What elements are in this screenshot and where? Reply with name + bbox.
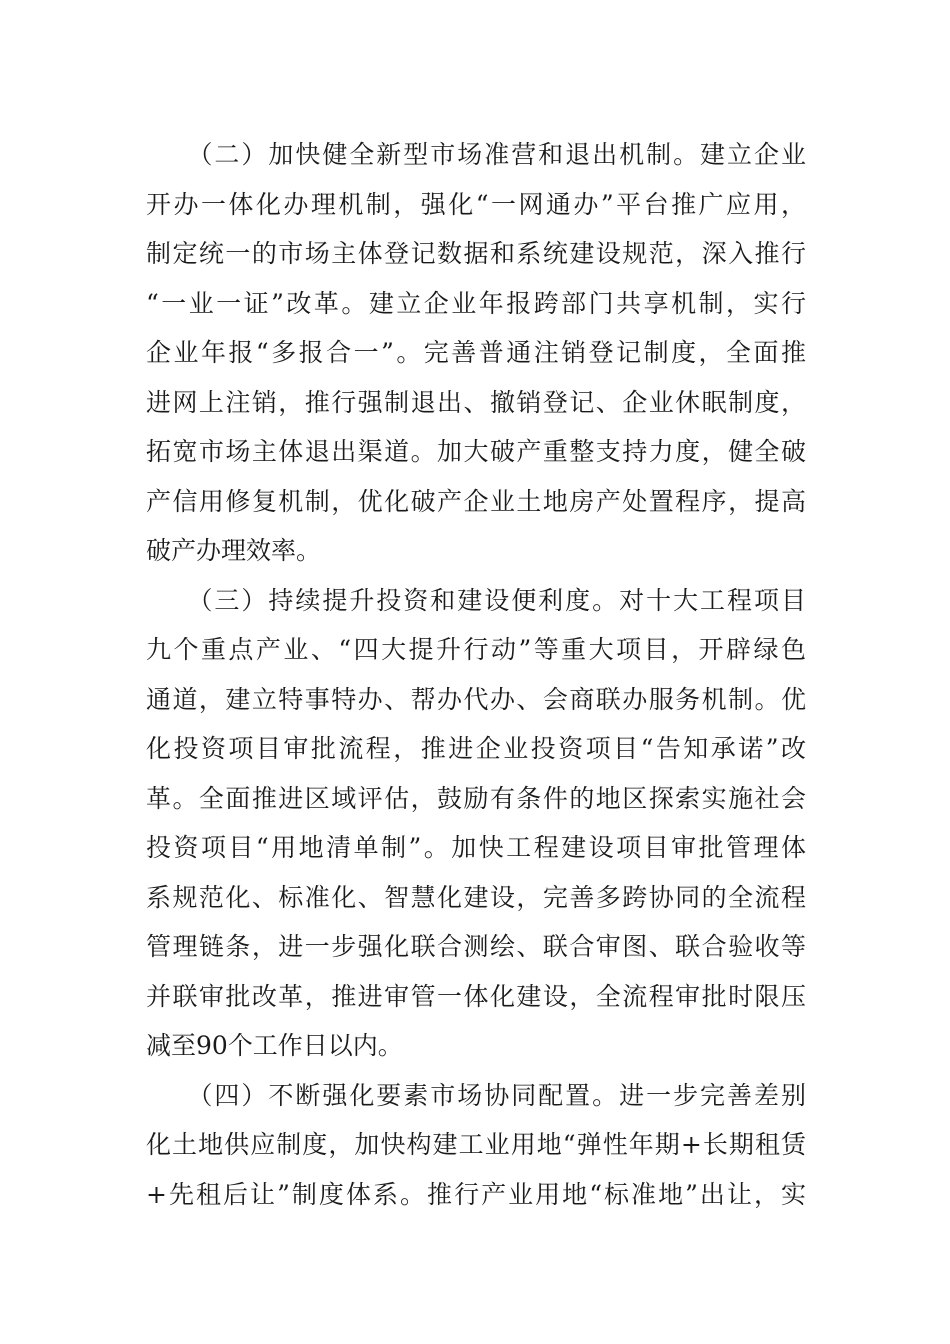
text-line: 破产办理效率。: [146, 536, 322, 565]
paragraph-factor-market: [146, 1071, 806, 1220]
text-line: 化土地供应制度，加快构建工业用地“弹性年期+长期租赁: [146, 1130, 806, 1159]
document-body: [146, 130, 806, 1219]
text-line: 制定统一的市场主体登记数据和系统建设规范，深入推行: [146, 239, 806, 268]
text-line: 进网上注销，推行强制退出、撤销登记、企业休眠制度，: [146, 387, 806, 417]
text-line: 并联审批改革，推进审管一体化建设，全流程审批时限压: [146, 981, 806, 1011]
text-line: 管理链条，进一步强化联合测绘、联合审图、联合验收等: [146, 932, 806, 961]
text-line: 减至90个工作日以内。: [146, 1031, 403, 1060]
paragraph-market-access-exit: [146, 130, 806, 576]
text-line: 系规范化、标准化、智慧化建设，完善多跨协同的全流程: [146, 882, 806, 912]
text-line: “一业一证”改革。建立企业年报跨部门共享机制，实行: [146, 288, 806, 318]
text-line: （二）加快健全新型市场准营和退出机制。建立企业: [146, 140, 806, 169]
text-line: 九个重点产业、“四大提升行动”等重大项目，开辟绿色: [146, 635, 806, 664]
text-line: 革。全面推进区域评估，鼓励有条件的地区探索实施社会: [146, 783, 806, 813]
text-line: +先租后让”制度体系。推行产业用地“标准地”出让，实: [146, 1179, 806, 1209]
text-line: 开办一体化办理机制，强化“一网通办”平台推广应用，: [146, 189, 806, 219]
text-line: 产信用修复机制，优化破产企业土地房产处置程序，提高: [146, 486, 806, 516]
text-line: 通道，建立特事特办、帮办代办、会商联办服务机制。优: [146, 684, 806, 714]
text-line: 企业年报“多报合一”。完善普通注销登记制度，全面推: [146, 338, 806, 367]
text-line: （四）不断强化要素市场协同配置。进一步完善差别: [146, 1080, 806, 1110]
text-line: 拓宽市场主体退出渠道。加大破产重整支持力度，健全破: [146, 437, 806, 466]
text-line: 化投资项目审批流程，推进企业投资项目“告知承诺”改: [146, 734, 806, 763]
text-line: （三）持续提升投资和建设便利度。对十大工程项目: [146, 585, 806, 615]
text-line: 投资项目“用地清单制”。加快工程建设项目审批管理体: [146, 833, 806, 862]
paragraph-investment-construction: [146, 576, 806, 1071]
